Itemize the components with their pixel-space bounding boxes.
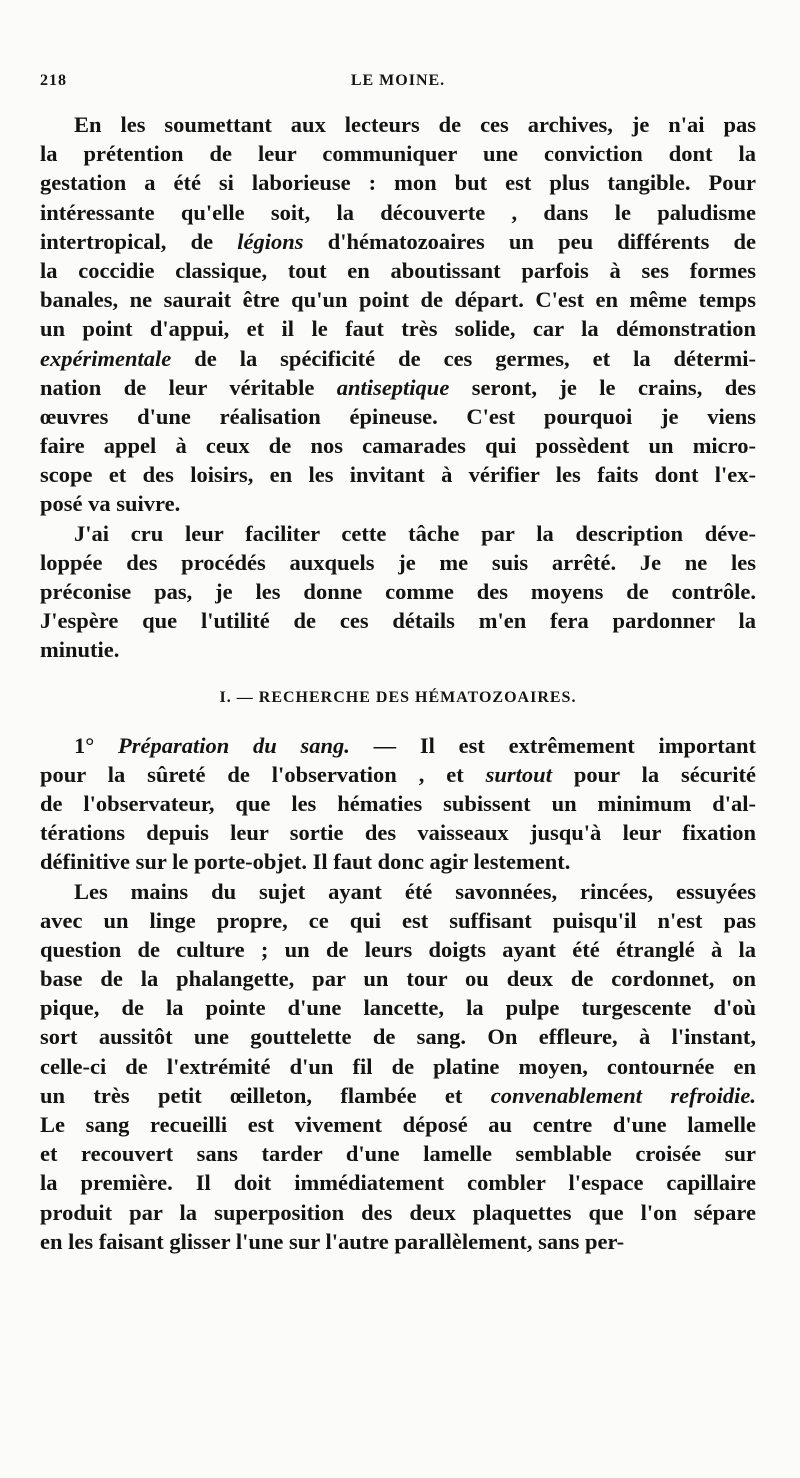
text-line: Les mains du sujet ayant été savonnées, rincées, essuyées	[74, 878, 756, 904]
text-line: base de la phalangette, par un tour ou deux de cordonnet, on	[40, 966, 756, 992]
text-line: scope et des loisirs, en les invitant à vérifier les faits dont l'ex-	[40, 462, 756, 488]
text-segment: — Il est extrêmement important	[349, 732, 756, 758]
paragraph-3	[40, 731, 756, 877]
italic-segment: Préparation du sang.	[118, 732, 350, 758]
running-head	[40, 72, 756, 102]
text-line: préconise pas, je les donne comme des moyens de contrôle.	[40, 579, 756, 604]
text-line: gestation a été si laborieuse : mon but est plus tangible. Pour	[40, 170, 756, 196]
section-heading: I. — RECHERCHE DES HÉMATOZOAIRES.	[219, 688, 577, 706]
text-line: En les soumettant aux lecteurs de ces archives, je n'ai pas	[74, 112, 756, 137]
paragraph-1	[40, 110, 756, 519]
page-number: 218	[40, 72, 67, 89]
text-segment: d'hématozoaires un peu différents de	[303, 228, 756, 254]
text-line: la prétention de leur communiquer une conviction dont la	[40, 141, 756, 167]
text-segment: un très petit œilleton, flambée et	[40, 1082, 491, 1108]
text-line	[40, 760, 756, 789]
text-line: térations depuis leur sortie des vaisseaux jusqu'à leur fixation	[40, 820, 756, 846]
italic-segment: surtout	[485, 761, 552, 787]
body-text	[40, 110, 756, 1256]
text-line: produit par la superposition des deux plaquettes que l'on sépare	[40, 1199, 756, 1225]
text-line: intéressante qu'elle soit, la découverte , dans le paludisme	[40, 199, 756, 225]
text-line: la première. Il doit immédiatement combler l'espace capillaire	[40, 1170, 756, 1196]
text-segment: de la spécificité de ces germes, et la détermi-	[171, 345, 756, 371]
text-line: question de culture ; un de leurs doigts ayant été étranglé à la	[40, 936, 756, 962]
italic-segment: expérimentale	[40, 345, 172, 371]
text-segment: pour la sécurité	[551, 761, 756, 787]
text-line: un point d'appui, et il le faut très solide, car la démonstration	[40, 316, 756, 342]
text-line	[40, 373, 756, 402]
text-line: définitive sur le porte-objet. Il faut donc agir lestement.	[40, 849, 571, 875]
text-line: faire appel à ceux de nos camarades qui possèdent un micro-	[40, 433, 756, 459]
text-line	[40, 1081, 756, 1110]
running-title: LE MOINE.	[350, 72, 446, 89]
text-line: œuvres d'une réalisation épineuse. C'est pourquoi je viens	[40, 403, 756, 429]
text-line	[40, 344, 756, 373]
text-line: en les faisant glisser l'une sur l'autre parallèlement, sans per-	[40, 1228, 625, 1254]
text-line: J'ai cru leur faciliter cette tâche par la description déve-	[74, 520, 756, 546]
italic-segment: légions	[237, 228, 304, 254]
text-line: celle-ci de l'extrémité d'un fil de platine moyen, contournée en	[40, 1053, 756, 1079]
text-segment: nation de leur véritable	[40, 374, 337, 400]
text-line: Le sang recueilli est vivement déposé au centre d'une lamelle	[40, 1112, 756, 1137]
text-line: la coccidie classique, tout en aboutissant parfois à ses formes	[40, 257, 756, 283]
text-line	[40, 731, 756, 760]
text-line: pique, de la pointe d'une lancette, la pulpe turgescente d'où	[40, 995, 756, 1021]
italic-segment: antiseptique	[336, 374, 450, 400]
text-segment: seront, je le crains, des	[449, 374, 756, 400]
text-segment: pour la sûreté de l'observation , et	[40, 761, 486, 787]
text-segment: 1°	[74, 732, 118, 758]
text-line: loppée des procédés auxquels je me suis arrêté. Je ne les	[40, 549, 756, 575]
text-line: de l'observateur, que les hématies subissent un minimum d'al-	[40, 790, 756, 816]
text-line: sort aussitôt une gouttelette de sang. On effleure, à l'instant,	[40, 1024, 756, 1050]
paragraph-4	[40, 877, 756, 1256]
text-line: posé va suivre.	[40, 491, 181, 517]
text-segment: intertropical, de	[40, 228, 238, 254]
text-line	[40, 227, 756, 256]
text-line: avec un linge propre, ce qui est suffisant puisqu'il n'est pas	[40, 907, 756, 933]
paragraph-2	[40, 519, 756, 665]
text-line: et recouvert sans tarder d'une lamelle semblable croisée sur	[40, 1141, 756, 1167]
text-line: J'espère que l'utilité de ces détails m'en fera pardonner la	[40, 608, 756, 634]
text-line: minutie.	[40, 637, 120, 663]
text-line: banales, ne saurait être qu'un point de départ. C'est en même temps	[40, 287, 756, 313]
italic-segment: convenablement refroidie.	[490, 1082, 756, 1108]
